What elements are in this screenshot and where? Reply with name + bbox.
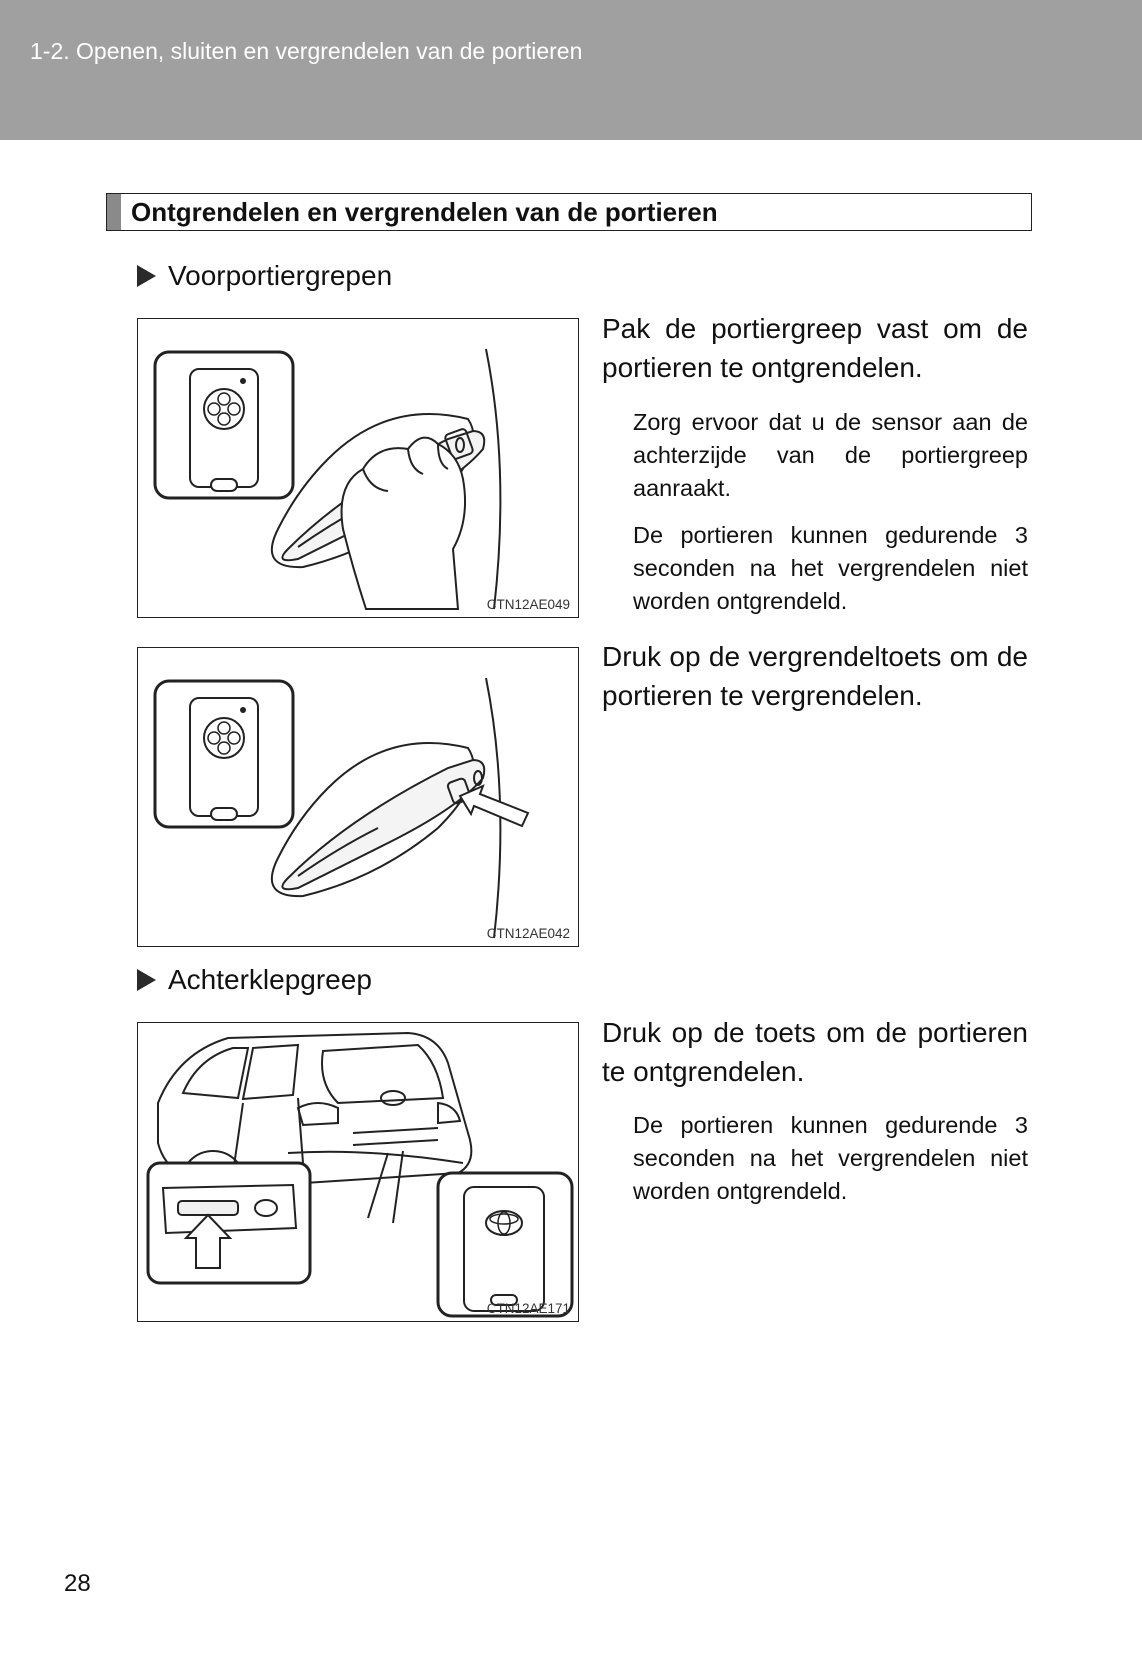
lock-instruction: Druk op de vergrendeltoets om de portieren te vergrendelen.	[602, 641, 1028, 711]
press-arrow-icon	[460, 786, 528, 826]
page-number: 28	[64, 1570, 91, 1597]
smart-key-inset	[438, 1173, 572, 1316]
subheading-back-door-text: Achterklepgreep	[168, 964, 372, 995]
section-title	[106, 193, 1032, 231]
unlock-note-delay: De portieren kunnen gedurende 3 seconden na het vergrendelen niet worden ontgrendeld.	[633, 522, 1028, 614]
unlock-note-sensor: Zorg ervoor dat u de sensor aan de achterzijde van de portiergreep aanraakt.	[633, 409, 1028, 501]
figure-code: CTN12AE049	[486, 597, 570, 612]
subheading-front-doors	[137, 260, 392, 292]
figure-back-door	[137, 1022, 579, 1322]
unlock-instruction: Pak de portiergreep vast om de portieren te ontgrendelen.	[602, 313, 1028, 383]
triangle-bullet-icon	[137, 969, 156, 991]
subheading-back-door	[137, 964, 372, 996]
lock-button-illustration	[138, 648, 579, 947]
tailgate-switch-inset	[148, 1163, 310, 1283]
triangle-bullet-icon	[137, 265, 156, 287]
breadcrumb: 1-2. Openen, sluiten en vergrendelen van de portieren	[30, 38, 583, 64]
figure-code: CTN12AE042	[486, 926, 570, 941]
header-band	[0, 0, 1142, 140]
section-title-text: Ontgrendelen en vergrendelen van de portieren	[131, 197, 718, 227]
subheading-front-doors-text: Voorportiergrepen	[168, 260, 393, 291]
section-title-bar	[107, 194, 121, 230]
back-door-instruction: Druk op de toets om de portieren te ontgrendelen.	[602, 1017, 1028, 1087]
figure-lock-button	[137, 647, 579, 947]
back-door-note: De portieren kunnen gedurende 3 seconden na het vergrendelen niet worden ontgrendeld.	[633, 1112, 1028, 1204]
hand-on-handle-illustration	[138, 319, 579, 618]
figure-code: CTN12AE171	[486, 1301, 570, 1316]
smart-key-inset	[155, 681, 293, 827]
figure-unlock-handle	[137, 318, 579, 618]
car-rear-illustration	[138, 1023, 579, 1322]
smart-key-inset	[155, 352, 293, 498]
